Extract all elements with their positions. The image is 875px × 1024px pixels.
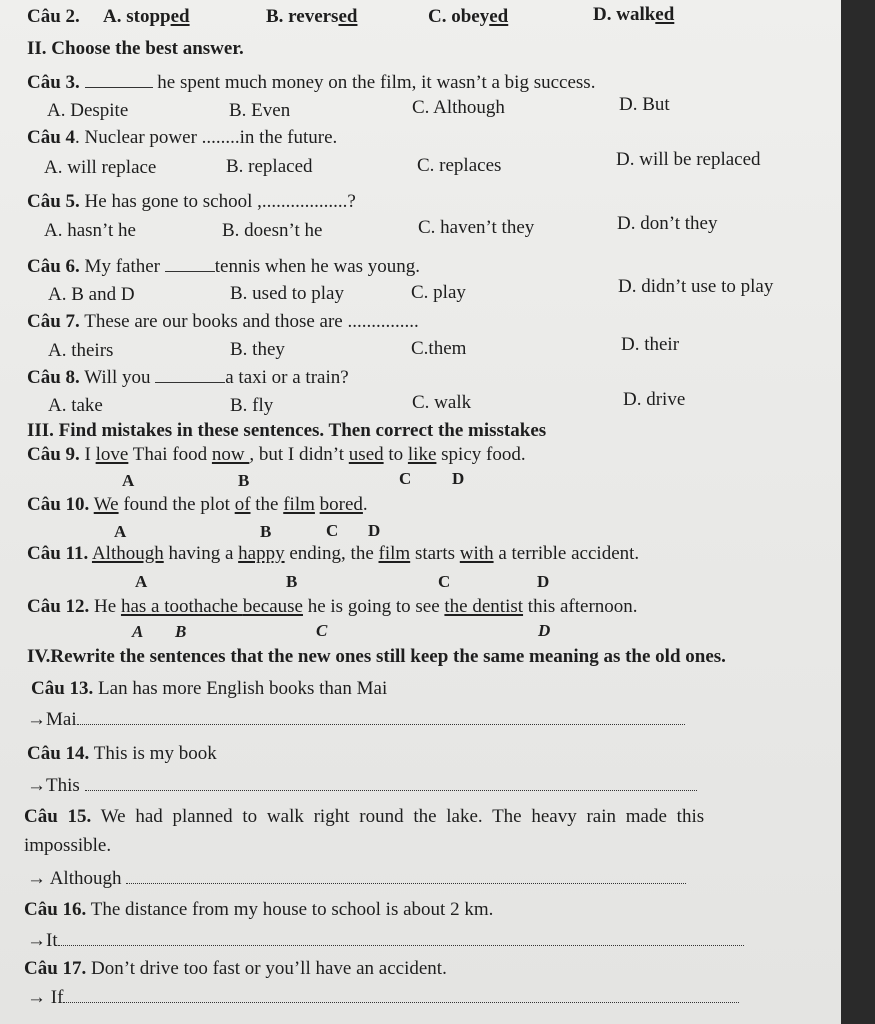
q2-option-b xyxy=(266,6,357,28)
q10-text: found the plot xyxy=(118,494,235,515)
q3-stem xyxy=(27,72,595,94)
arrow-icon: → xyxy=(27,709,46,730)
q12-text: this afternoon. xyxy=(523,596,638,617)
q9-label-d: D xyxy=(452,469,465,488)
q11-underlined-d: with xyxy=(459,543,494,564)
q8-text-start: Will you xyxy=(84,367,151,388)
q6-text-end: tennis when he was young. xyxy=(214,256,421,277)
q4-option-a: A. will replace xyxy=(44,157,157,178)
q6-option-a: A. B and D xyxy=(48,284,135,305)
q11-underlined-a: Although xyxy=(91,543,164,564)
q9-underlined-d: like xyxy=(407,444,437,465)
q16-number: Câu 16. xyxy=(24,899,87,920)
q3-blank xyxy=(85,73,153,88)
q11-label-b: B xyxy=(286,572,298,591)
q10-underlined-b: of xyxy=(234,494,251,515)
q14-answer-lead: This xyxy=(46,775,80,796)
q6-option-b: B. used to play xyxy=(230,283,344,304)
q17-answer-line xyxy=(27,987,739,1009)
q8-option-d: D. drive xyxy=(623,389,686,410)
q2-option-b-suffix: ed xyxy=(338,6,358,27)
q6-option-c: C. play xyxy=(411,282,466,303)
q15-number: Câu 15. xyxy=(24,806,92,827)
q14-prompt xyxy=(27,743,217,765)
q5-number: Câu 5. xyxy=(27,191,80,212)
q14-text: This is my book xyxy=(93,743,217,764)
q11-text: a terrible accident. xyxy=(493,543,640,564)
q10-text: . xyxy=(362,494,368,515)
q11-underlined-c: film xyxy=(378,543,411,564)
q2-option-a-stem: A. stopp xyxy=(103,6,171,27)
q11-text: having a xyxy=(163,543,239,564)
q8-text-end: a taxi or a train? xyxy=(225,367,349,388)
q17-answer-blank xyxy=(63,988,739,1003)
q10-sentence xyxy=(27,494,368,516)
q12-label-b: B xyxy=(175,622,187,641)
q12-underlined-a: has xyxy=(120,596,152,617)
q9-text: to xyxy=(383,444,408,465)
q14-number: Câu 14. xyxy=(27,743,90,764)
q2-option-c-stem: C. obey xyxy=(428,6,490,27)
q5-option-c: C. haven’t they xyxy=(418,217,535,238)
q5-question-mark: ? xyxy=(347,191,356,212)
q15-answer-line xyxy=(27,868,686,890)
q7-option-b: B. they xyxy=(230,339,285,360)
q13-answer-blank xyxy=(77,710,685,725)
section-2-heading: II. Choose the best answer. xyxy=(27,38,244,59)
q3-option-b: B. Even xyxy=(229,100,291,121)
q6-stem xyxy=(27,256,420,278)
q5-option-d: D. don’t they xyxy=(617,213,718,234)
q10-label-a: A xyxy=(114,522,127,541)
q9-text: , but I didn’t xyxy=(249,444,349,465)
q13-answer-lead: Mai xyxy=(46,709,77,730)
q9-underlined-b: now xyxy=(211,444,250,465)
q3-text: he spent much money on the film, it wasn’t a big success. xyxy=(157,72,596,93)
q15-prompt-cont: impossible. xyxy=(24,835,112,856)
q9-number: Câu 9. xyxy=(27,444,80,465)
q4-stem xyxy=(27,127,337,149)
q6-option-d: D. didn’t use to play xyxy=(618,276,774,297)
q7-option-c: C.them xyxy=(411,338,467,359)
q7-number: Câu 7. xyxy=(27,311,80,332)
q10-number: Câu 10. xyxy=(27,494,90,515)
q7-option-a: A. theirs xyxy=(48,340,114,361)
section-4-heading: IV.Rewrite the sentences that the new ones still keep the same meaning as the old ones. xyxy=(27,646,726,667)
q6-text-start: My father xyxy=(84,256,160,277)
q12-label-a: A xyxy=(132,622,144,641)
q8-blank xyxy=(155,368,225,383)
q10-underlined-d: bored xyxy=(319,494,363,515)
q10-underlined-c: film xyxy=(283,494,315,515)
q9-label-c: C xyxy=(399,469,412,488)
q4-blank: ........ xyxy=(201,127,240,148)
q14-answer-line xyxy=(27,775,697,797)
q9-text: I xyxy=(84,444,96,465)
q10-label-c: C xyxy=(326,521,339,540)
q15-text: We had planned to walk right round the lake. The heavy rain made this xyxy=(100,806,705,827)
q5-option-a: A. hasn’t he xyxy=(44,220,136,241)
q13-number: Câu 13. xyxy=(31,678,94,699)
q11-underlined-b: happy xyxy=(238,543,285,564)
q4-text-start: . Nuclear power xyxy=(75,127,202,148)
q10-label-b: B xyxy=(260,522,272,541)
q2-option-c-suffix: ed xyxy=(489,6,509,27)
q8-option-a: A. take xyxy=(48,395,103,416)
q17-answer-lead: If xyxy=(50,987,64,1008)
q12-underlined-b: a toothache xyxy=(151,596,243,617)
q11-label-d: D xyxy=(537,572,550,591)
q17-prompt xyxy=(24,958,447,980)
arrow-icon: → xyxy=(27,930,46,951)
q3-number: Câu 3. xyxy=(27,72,80,93)
q11-label-a: A xyxy=(135,572,148,591)
q10-label-d: D xyxy=(368,521,381,540)
q5-option-b: B. doesn’t he xyxy=(222,220,323,241)
q9-underlined-a: love xyxy=(95,444,129,465)
q4-option-d: D. will be replaced xyxy=(616,149,761,170)
q2-row xyxy=(27,6,80,28)
q10-text: the xyxy=(250,494,284,515)
q2-option-d-stem: D. walk xyxy=(593,4,656,25)
q4-option-c: C. replaces xyxy=(417,155,502,176)
q9-text: Thai food xyxy=(128,444,212,465)
q6-blank xyxy=(165,257,215,272)
q2-option-d-suffix: ed xyxy=(655,4,675,25)
q8-option-c: C. walk xyxy=(412,392,472,413)
q3-option-d: D. But xyxy=(619,94,670,115)
q11-text: ending, the xyxy=(284,543,379,564)
q11-label-c: C xyxy=(438,572,451,591)
q5-stem xyxy=(27,191,356,213)
q12-sentence xyxy=(27,596,638,618)
q11-text: starts xyxy=(410,543,460,564)
q2-option-d xyxy=(593,4,674,26)
q12-number: Câu 12. xyxy=(27,596,90,617)
arrow-icon: → xyxy=(27,775,46,796)
dark-border xyxy=(841,0,875,1024)
q10-underlined-a: We xyxy=(93,494,119,515)
q5-text: He has gone to school , xyxy=(84,191,262,212)
q4-option-b: B. replaced xyxy=(226,156,313,177)
q11-sentence xyxy=(27,543,639,565)
q2-number: Câu 2. xyxy=(27,6,80,27)
q13-text: Lan has more English books than Mai xyxy=(98,678,388,699)
q9-text: spicy food. xyxy=(436,444,526,465)
q12-label-d: D xyxy=(538,621,551,640)
q9-label-a: A xyxy=(122,471,135,490)
q3-option-a: A. Despite xyxy=(47,100,129,121)
q8-option-b: B. fly xyxy=(230,395,274,416)
arrow-icon: → xyxy=(27,987,46,1008)
q16-answer-lead: It xyxy=(46,930,58,951)
q5-blank: .................. xyxy=(261,191,348,212)
q7-blank: ............... xyxy=(347,311,419,332)
q15-answer-blank xyxy=(126,869,686,884)
q13-prompt xyxy=(31,678,387,700)
q12-label-c: C xyxy=(316,621,328,640)
q11-number: Câu 11. xyxy=(27,543,89,564)
q16-text: The distance from my house to school is about 2 km. xyxy=(90,899,494,920)
section-3-heading: III. Find mistakes in these sentences. Then correct the misstakes xyxy=(27,420,547,441)
q7-option-d: D. their xyxy=(621,334,680,355)
q15-answer-lead: Although xyxy=(49,868,122,889)
q2-option-b-stem: B. revers xyxy=(266,6,339,27)
arrow-icon: → xyxy=(27,868,46,889)
q9-sentence xyxy=(27,444,526,466)
q2-option-a-suffix: ed xyxy=(170,6,190,27)
q12-underlined-d: the dentist xyxy=(444,596,524,617)
q4-text-end: in the future. xyxy=(239,127,338,148)
q3-option-c: C. Although xyxy=(412,97,505,118)
q13-answer-line xyxy=(27,709,685,731)
q6-number: Câu 6. xyxy=(27,256,80,277)
q12-text: He xyxy=(89,596,121,617)
q7-text: These are our books and those are xyxy=(84,311,343,332)
q15-prompt xyxy=(24,806,704,828)
q2-option-c xyxy=(428,6,508,28)
q16-answer-line xyxy=(27,930,744,952)
q2-option-a xyxy=(103,6,190,28)
q7-stem xyxy=(27,311,419,333)
q17-text: Don’t drive too fast or you’ll have an accident. xyxy=(91,958,447,979)
q17-number: Câu 17. xyxy=(24,958,87,979)
q8-stem xyxy=(27,367,349,389)
q16-prompt xyxy=(24,899,493,921)
q16-answer-blank xyxy=(58,931,744,946)
q8-number: Câu 8. xyxy=(27,367,80,388)
q14-answer-blank xyxy=(85,776,697,791)
q9-label-b: B xyxy=(238,471,250,490)
q12-text: he is going to see xyxy=(302,596,445,617)
q9-underlined-c: used xyxy=(348,444,384,465)
q4-number: Câu 4 xyxy=(27,127,76,148)
q12-underlined-c: because xyxy=(242,596,303,617)
